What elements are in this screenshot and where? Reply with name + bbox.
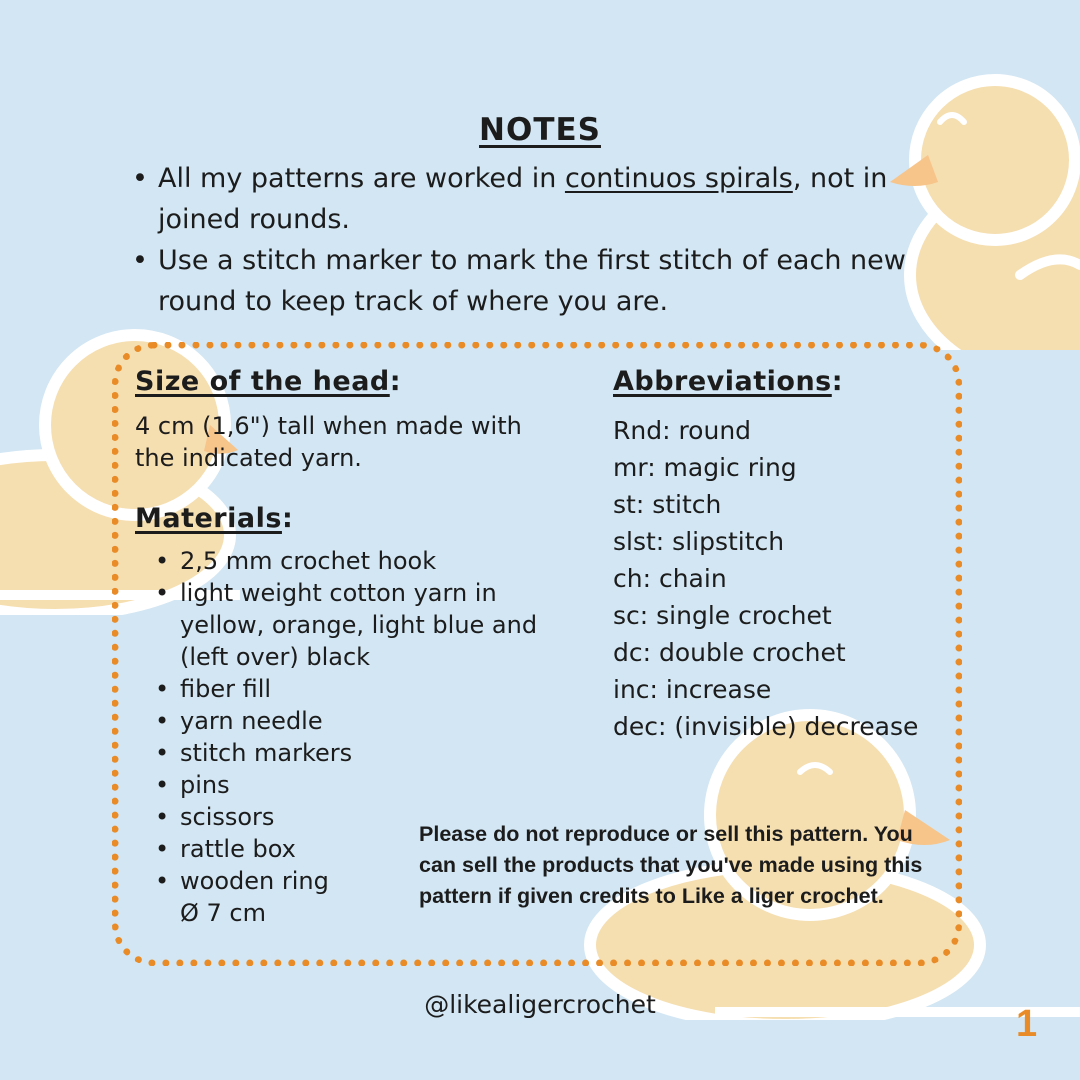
abbreviation-item: dec: (invisible) decrease <box>613 712 919 741</box>
size-heading-text: Size of the head <box>135 366 390 397</box>
continuos-spirals-text: continuos spirals <box>564 163 793 194</box>
materials-heading <box>135 503 293 534</box>
notes-item: • Use a stitch marker to mark the first stitch of each new round to keep track of where you are. <box>130 240 960 322</box>
size-description: 4 cm (1,6") tall when made with the indicated yarn. <box>135 412 522 472</box>
materials-item: • light weight cotton yarn in yellow, orange, light blue and (left over) black <box>155 577 585 673</box>
abbreviation-item: dc: double crochet <box>613 638 846 667</box>
abbreviation-item: sc: single crochet <box>613 601 832 630</box>
notes-item-text: , not in joined rounds. <box>158 163 888 235</box>
notes-item <box>130 158 960 240</box>
abbreviation-item: mr: magic ring <box>613 453 797 482</box>
notes-list <box>130 158 960 322</box>
abbreviations-heading-colon: : <box>831 366 844 397</box>
materials-item: • 2,5 mm crochet hook <box>155 545 585 577</box>
materials-heading-colon: : <box>281 503 294 534</box>
abbreviation-item: slst: slipstitch <box>613 527 785 556</box>
abbreviations-heading <box>613 366 843 397</box>
abbreviations-heading-text: Abbreviations <box>613 366 832 397</box>
abbreviation-item: ch: chain <box>613 564 727 593</box>
notes-item-text: All my patterns are worked in <box>158 163 565 194</box>
materials-item: • stitch markers <box>155 737 585 769</box>
size-heading <box>135 366 401 397</box>
page-number: 1 <box>1016 1003 1038 1045</box>
materials-item: • wooden ring Ø 7 cm <box>155 865 350 929</box>
materials-item: • pins <box>155 769 585 801</box>
materials-item: • scissors <box>155 801 585 833</box>
size-heading-colon: : <box>389 366 402 397</box>
social-handle: @likealigercrochet <box>424 990 656 1019</box>
copyright-disclaimer: Please do not reproduce or sell this pattern. You can sell the products that you've made using this pattern if given credits to Like a liger crochet. <box>419 822 923 908</box>
abbreviations-list <box>613 412 973 745</box>
notes-title: NOTES <box>479 112 601 148</box>
materials-item: • fiber fill <box>155 673 585 705</box>
abbreviation-item: st: stitch <box>613 490 722 519</box>
materials-item: • yarn needle <box>155 705 585 737</box>
materials-heading-text: Materials <box>135 503 282 534</box>
abbreviation-item: Rnd: round <box>613 416 752 445</box>
materials-item: • rattle box <box>155 833 585 865</box>
abbreviation-item: inc: increase <box>613 675 772 704</box>
